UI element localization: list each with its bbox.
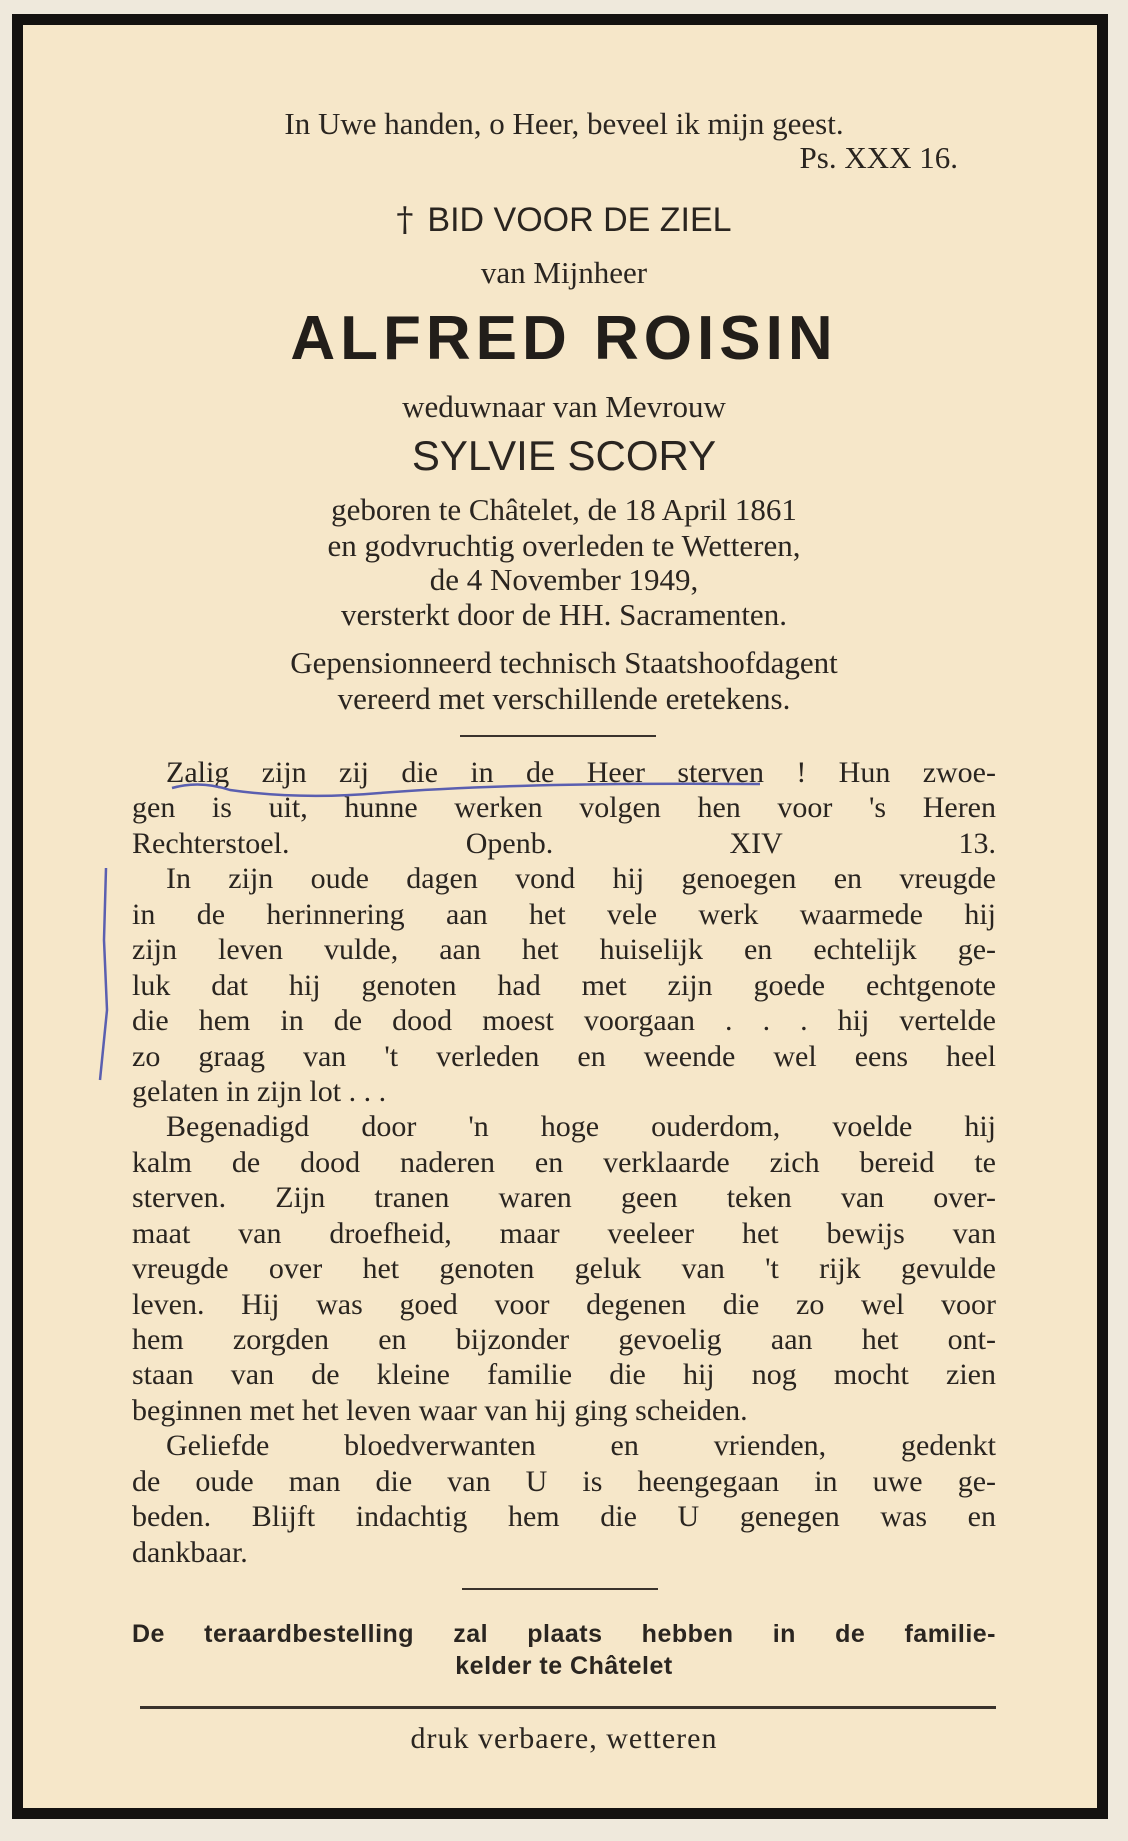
body-line: kalm de dood naderen en verklaarde zich bereid te	[132, 1145, 996, 1179]
pen-underline	[172, 784, 760, 796]
body-line: in de herinnering aan het vele werk waarmede hij	[132, 897, 996, 931]
body-line: Zalig zijn zij die in de Heer sterven ! Hun zwoe-	[166, 756, 996, 789]
sacraments-line: versterkt door de HH. Sacramenten.	[341, 597, 787, 632]
birth-line: geboren te Châtelet, de 18 April 1861	[331, 492, 797, 527]
printer-imprint: druk verbaere, wetteren	[410, 1722, 718, 1755]
body-line: beginnen met het leven waar van hij ging scheiden.	[132, 1393, 748, 1427]
scripture-reference: Ps. XXX 16.	[799, 140, 958, 175]
scripture-quote: In Uwe handen, o Heer, beveel ik mijn geest.	[284, 106, 844, 141]
death-date: de 4 November 1949,	[429, 562, 699, 597]
body-line: hem zorgden en bijzonder gevoelig aan het ont-	[132, 1323, 996, 1356]
body-line: Begenadigd door 'n hoge ouderdom, voelde hij	[166, 1110, 996, 1144]
divider	[140, 1706, 996, 1709]
body-line: gelaten in zijn lot . . .	[132, 1074, 387, 1108]
body-line: de oude man die van U is heengegaan in uwe ge-	[132, 1464, 996, 1498]
body-line: vreugde over het genoten geluk van 't rijk gevulde	[132, 1252, 996, 1286]
body-line: Rechterstoel. Openb. XIV 13.	[132, 826, 996, 860]
spouse-name: SYLVIE SCORY	[411, 432, 717, 479]
occupation-line: Gepensionneerd technisch Staatshoofdagent	[290, 645, 838, 680]
body-line: leven. Hij was goed voor degenen die zo wel voor	[132, 1287, 996, 1321]
funeral-notice-line1: De teraardbestelling zal plaats hebben in de familie-	[132, 1620, 996, 1648]
prayer-text: BID VOOR DE ZIEL	[427, 201, 732, 239]
body-line: Geliefde bloedverwanten en vrienden, gedenkt	[166, 1429, 996, 1463]
relation: weduwnaar van Mevrouw	[402, 389, 726, 424]
body-line: zo graag van 't verleden en weende wel eens heel	[132, 1039, 996, 1073]
body-line: sterven. Zijn tranen waren geen teken van over-	[132, 1181, 996, 1215]
body-line: luk dat hij genoten had met zijn goede echtgenote	[132, 968, 996, 1002]
funeral-notice-line2: kelder te Châtelet	[455, 1652, 673, 1680]
body-line: beden. Blijft indachtig hem die U genegen was en	[132, 1500, 996, 1534]
cross-icon: †	[396, 200, 414, 240]
honorific: van Mijnheer	[480, 255, 648, 290]
death-line: en godvruchtig overleden te Wetteren,	[327, 528, 801, 563]
body-line: In zijn oude dagen vond hij genoegen en vreugde	[166, 862, 996, 896]
deceased-name: ALFRED ROISIN	[290, 304, 838, 373]
honours-line: vereerd met verschillende eretekens.	[337, 681, 791, 716]
body-line: zijn leven vulde, aan het huiselijk en echtelijk ge-	[132, 933, 996, 967]
body-line: staan van de kleine familie die hij nog mocht zien	[132, 1358, 996, 1392]
body-line: dankbaar.	[132, 1535, 248, 1569]
body-line: die hem in de dood moest voorgaan . . . hij vertelde	[132, 1004, 996, 1038]
pen-margin-line	[100, 868, 107, 1080]
divider	[462, 1588, 658, 1590]
body-line: maat van droefheid, maar veeleer het bewijs van	[132, 1216, 996, 1250]
body-line: gen is uit, hunne werken volgen hen voor 's Heren	[132, 791, 996, 825]
